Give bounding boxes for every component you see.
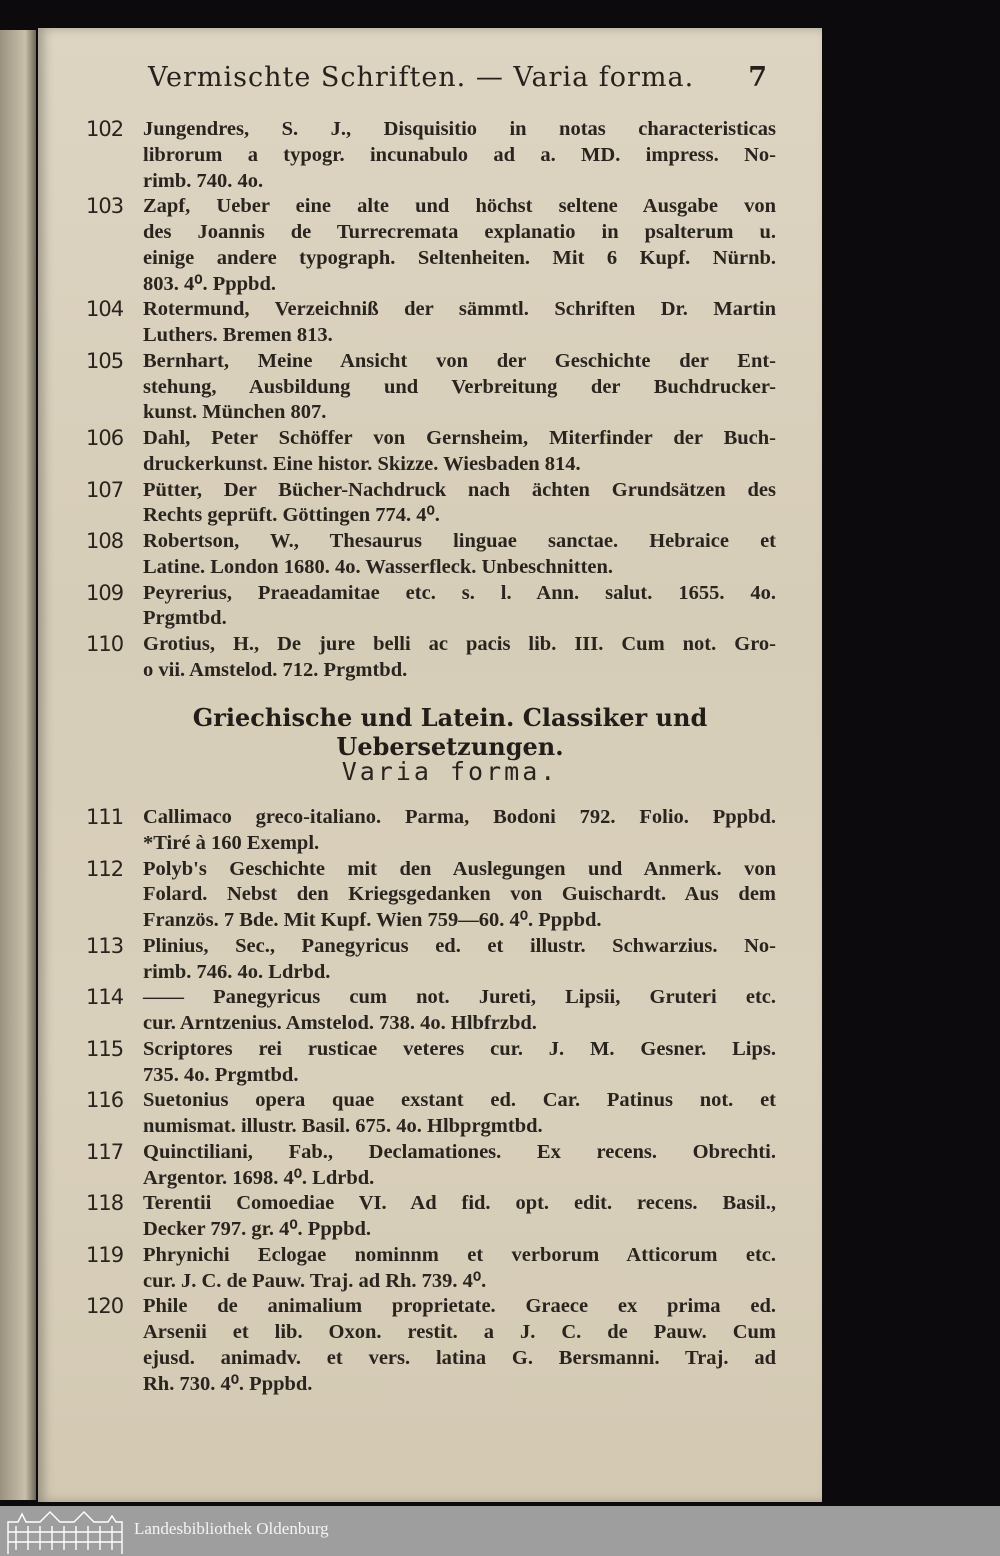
catalog-section-misc	[86, 117, 776, 684]
entry-number: 106	[86, 426, 124, 450]
catalog-entry	[86, 632, 776, 684]
entry-text-line: kunst. München 807.	[143, 401, 327, 424]
entry-number: 103	[86, 194, 124, 219]
entry-text-line: einige andere typograph. Seltenheiten. Mit 6 Kupf. Nürnb.	[143, 246, 776, 269]
catalog-section-classics	[86, 805, 776, 1397]
entry-text-line: librorum a typogr. incunabulo ad a. MD. impress. No-	[143, 143, 776, 166]
running-head	[148, 62, 768, 96]
entry-text-line: rimb. 740. 4o.	[143, 169, 264, 192]
entry-number: 116	[86, 1088, 124, 1113]
catalog-entry	[86, 805, 776, 857]
catalog-entry	[86, 478, 776, 530]
entry-text-line: 735. 4o. Prgmtbd.	[143, 1063, 299, 1086]
entry-number: 110	[86, 632, 124, 656]
entry-text-line: Latine. London 1680. 4o. Wasserfleck. Unbeschnitten.	[143, 555, 614, 578]
catalog-entry	[86, 857, 776, 934]
entry-number: 117	[86, 1139, 124, 1164]
page-number: 7	[748, 62, 768, 93]
entry-text-line: Terentii Comoediae VI. Ad fid. opt. edit. recens. Basil.,	[143, 1192, 776, 1215]
entry-text-line: druckerkunst. Eine histor. Skizze. Wiesbaden 814.	[143, 452, 581, 475]
entry-number: 102	[86, 117, 124, 141]
entry-text-line: Polyb's Geschichte mit den Auslegungen und Anmerk. von	[143, 857, 776, 880]
catalog-entry	[86, 297, 776, 349]
entry-text-line: Peyrerius, Praeadamitae etc. s. l. Ann. salut. 1655. 4o.	[143, 581, 776, 604]
catalog-entry	[86, 581, 776, 633]
catalog-entry	[86, 1191, 776, 1243]
catalog-entry	[86, 117, 776, 194]
entry-text-line: Plinius, Sec., Panegyricus ed. et illustr. Schwarzius. No-	[143, 934, 776, 957]
running-head-title: Vermischte Schriften. — Varia forma.	[148, 62, 695, 93]
entry-text-line: Dahl, Peter Schöffer von Gernsheim, Miterfinder der Buch-	[143, 427, 776, 449]
entry-text-line: Phile de animalium proprietate. Graece ex prima ed.	[143, 1295, 776, 1318]
entry-text-line: Zapf, Ueber eine alte und höchst seltene Ausgabe von	[143, 195, 776, 218]
entry-text-line: Quinctiliani, Fab., Declamationes. Ex recens. Obrechti.	[143, 1140, 776, 1163]
entry-text-line: Luthers. Bremen 813.	[143, 324, 333, 346]
entry-number: 120	[86, 1294, 124, 1319]
entry-text-line: rimb. 746. 4o. Ldrbd.	[143, 960, 331, 983]
catalog-entry	[86, 1243, 776, 1295]
entry-text-line: Pütter, Der Bücher-Nachdruck nach ächten Grundsätzen des	[143, 478, 776, 501]
entry-text-line: Decker 797. gr. 4⁰. Pppbd.	[143, 1218, 372, 1240]
entry-text-line: Grotius, H., De jure belli ac pacis lib. III. Cum not. Gro-	[143, 633, 776, 655]
entry-text-line: Phrynichi Eclogae nominnm et verborum Atticorum etc.	[143, 1243, 776, 1266]
entry-text-line: Rotermund, Verzeichniß der sämmtl. Schriften Dr. Martin	[143, 298, 776, 321]
footer-bar	[0, 1506, 1000, 1556]
entry-text-line: Robertson, W., Thesaurus linguae sanctae. Hebraice et	[143, 530, 776, 552]
catalog-entry	[86, 934, 776, 986]
entry-text-line: Prgmtbd.	[143, 607, 227, 630]
entry-number: 105	[86, 348, 124, 373]
catalog-entry	[86, 194, 776, 297]
entry-text-line: ejusd. animadv. et vers. latina G. Bersmanni. Traj. ad	[143, 1346, 776, 1369]
previous-page-edge	[0, 30, 36, 1500]
entry-text-line: des Joannis de Turrecremata explanatio in psalterum u.	[143, 221, 776, 243]
entry-number: 108	[86, 529, 124, 553]
entry-text-line: cur. J. C. de Pauw. Traj. ad Rh. 739. 4⁰.	[143, 1269, 487, 1292]
entry-number: 111	[86, 805, 124, 829]
entry-text-line: Rh. 730. 4⁰. Pppbd.	[143, 1372, 313, 1395]
catalog-entry	[86, 1294, 776, 1397]
entry-text-line: o vii. Amstelod. 712. Prgmtbd.	[143, 658, 408, 681]
catalog-entry	[86, 1037, 776, 1089]
entry-text-line: Französ. 7 Bde. Mit Kupf. Wien 759—60. 4⁰. Pppbd.	[143, 909, 602, 931]
entry-text-line: Folard. Nebst den Kriegsgedanken von Guischardt. Aus dem	[143, 883, 776, 906]
section-heading: Griechische und Latein. Classiker und Uebersetzungen.	[192, 703, 708, 761]
library-building-logo-icon	[6, 1510, 124, 1554]
section-subheading: Varia forma.	[341, 757, 559, 786]
entry-text-line: Suetonius opera quae exstant ed. Car. Patinus not. et	[143, 1089, 776, 1112]
entry-number: 112	[86, 856, 124, 881]
entry-number: 109	[86, 580, 124, 605]
entry-text-line: numismat. illustr. Basil. 675. 4o. Hlbprgmtbd.	[143, 1115, 543, 1137]
entry-number: 114	[86, 985, 124, 1010]
catalog-entry	[86, 426, 776, 478]
entry-number: 118	[86, 1191, 124, 1216]
entry-text-line: Bernhart, Meine Ansicht von der Geschichte der Ent-	[143, 349, 776, 372]
entry-text-line: Argentor. 1698. 4⁰. Ldrbd.	[143, 1166, 375, 1189]
catalog-entry	[86, 985, 776, 1037]
entry-text-line: Rechts geprüft. Göttingen 774. 4⁰.	[143, 504, 440, 527]
catalog-entry	[86, 349, 776, 426]
entry-text-line: Jungendres, S. J., Disquisitio in notas characteristicas	[143, 118, 776, 140]
entry-number: 104	[86, 297, 124, 322]
entry-number: 113	[86, 933, 124, 958]
entry-text-line: *Tiré à 160 Exempl.	[143, 831, 320, 854]
catalog-entry	[86, 1088, 776, 1140]
entry-text-line: Arsenii et lib. Oxon. restit. a J. C. de Pauw. Cum	[143, 1321, 776, 1343]
entry-text-line: stehung, Ausbildung und Verbreitung der Buchdrucker-	[143, 375, 776, 398]
entry-text-line: —— Panegyricus cum not. Jureti, Lipsii, Gruteri etc.	[143, 986, 776, 1009]
entry-number: 119	[86, 1242, 124, 1267]
library-name: Landesbibliothek Oldenburg	[134, 1519, 329, 1538]
entry-text-line: Callimaco greco-italiano. Parma, Bodoni 792. Folio. Pppbd.	[143, 806, 776, 828]
entry-number: 115	[86, 1036, 124, 1061]
entry-number: 107	[86, 477, 124, 502]
entry-text-line: 803. 4⁰. Pppbd.	[143, 272, 276, 295]
catalog-entry	[86, 1140, 776, 1192]
entry-text-line: cur. Arntzenius. Amstelod. 738. 4o. Hlbfrzbd.	[143, 1012, 537, 1034]
catalog-entry	[86, 529, 776, 581]
entry-text-line: Scriptores rei rusticae veteres cur. J. M. Gesner. Lips.	[143, 1037, 776, 1060]
